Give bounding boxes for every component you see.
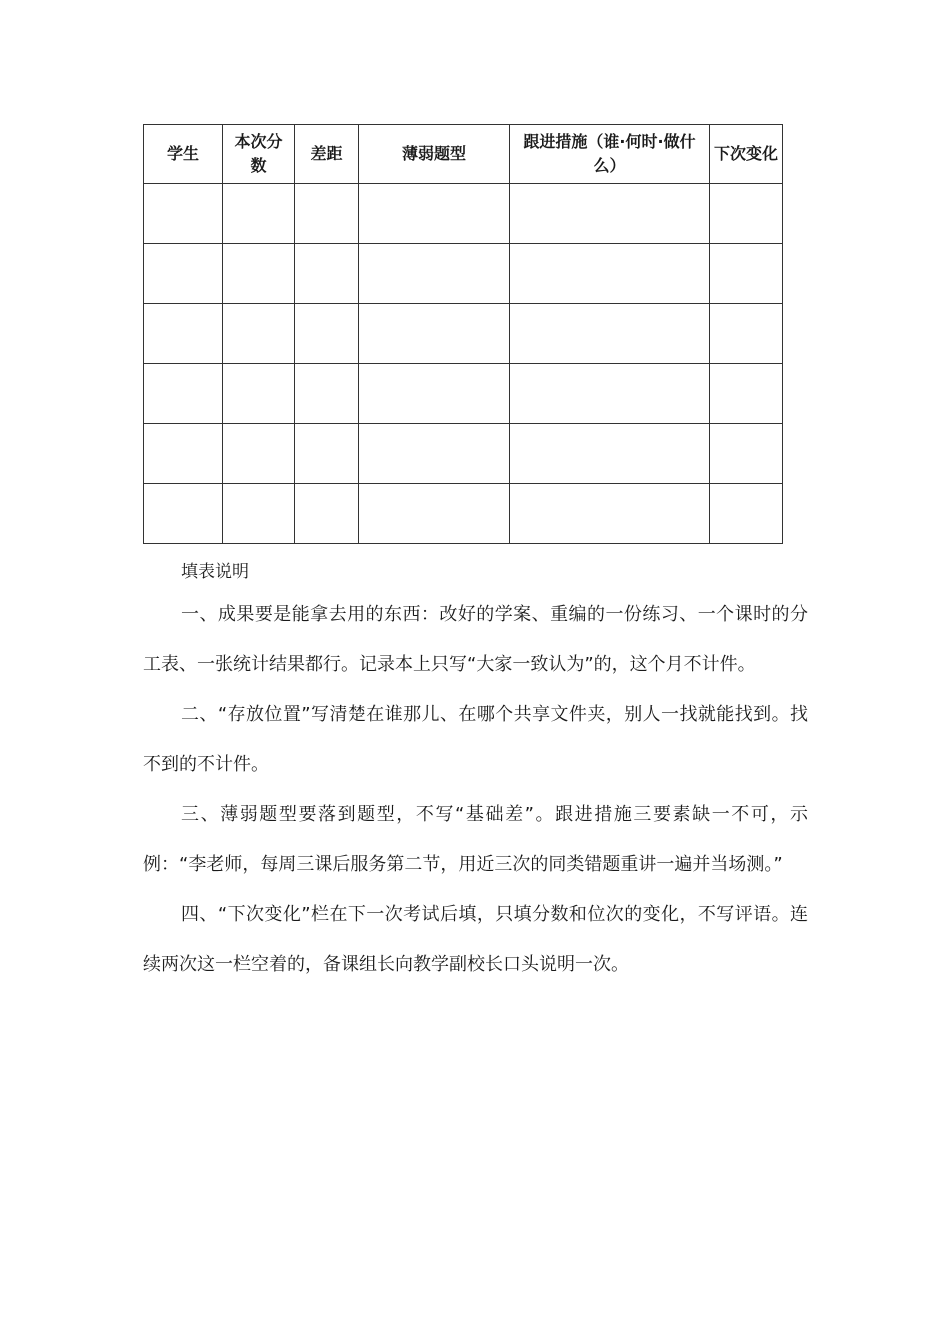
table-cell[interactable]	[144, 184, 223, 244]
table-cell[interactable]	[359, 184, 510, 244]
table-cell[interactable]	[710, 244, 783, 304]
table-cell[interactable]	[359, 304, 510, 364]
table-cell[interactable]	[223, 364, 295, 424]
table-row	[144, 304, 783, 364]
table-cell[interactable]	[510, 484, 710, 544]
table-cell[interactable]	[710, 364, 783, 424]
header-weak-question-type: 薄弱题型	[359, 125, 510, 184]
table-cell[interactable]	[510, 244, 710, 304]
table-cell[interactable]	[295, 304, 359, 364]
table-cell[interactable]	[710, 424, 783, 484]
instructions-title: 填表说明	[181, 562, 249, 582]
table-cell[interactable]	[710, 484, 783, 544]
instruction-item-2: 二、“存放位置”写清楚在谁那儿、在哪个共享文件夹，别人一找就能找到。找不到的不计件。	[143, 704, 808, 775]
header-gap: 差距	[295, 125, 359, 184]
instruction-item-4: 四、“下次变化”栏在下一次考试后填，只填分数和位次的变化，不写评语。连续两次这一栏空着的，备课组长向教学副校长口头说明一次。	[143, 904, 808, 975]
table-cell[interactable]	[223, 424, 295, 484]
table-cell[interactable]	[144, 364, 223, 424]
table-cell[interactable]	[359, 424, 510, 484]
instruction-item-1: 一、成果要是能拿去用的东西：改好的学案、重编的一份练习、一个课时的分工表、一张统计结果都行。记录本上只写“大家一致认为”的，这个月不计件。	[143, 604, 808, 675]
table-cell[interactable]	[510, 304, 710, 364]
table-row	[144, 484, 783, 544]
table-cell[interactable]	[710, 304, 783, 364]
header-score: 本次分数	[223, 125, 295, 184]
table-cell[interactable]	[144, 484, 223, 544]
table-cell[interactable]	[144, 244, 223, 304]
table-cell[interactable]	[144, 424, 223, 484]
table-header-row	[144, 125, 783, 184]
table-cell[interactable]	[144, 304, 223, 364]
table-cell[interactable]	[510, 184, 710, 244]
table-cell[interactable]	[295, 184, 359, 244]
table-cell[interactable]	[295, 424, 359, 484]
table-row	[144, 184, 783, 244]
table-cell[interactable]	[295, 484, 359, 544]
table-cell[interactable]	[223, 184, 295, 244]
table-cell[interactable]	[223, 304, 295, 364]
table-row	[144, 244, 783, 304]
table-cell[interactable]	[510, 424, 710, 484]
table-row	[144, 424, 783, 484]
header-follow-up-measures: 跟进措施（谁·何时·做什么）	[510, 125, 710, 184]
table-cell[interactable]	[359, 244, 510, 304]
instruction-item-3: 三、薄弱题型要落到题型，不写“基础差”。跟进措施三要素缺一不可，示例：“李老师，每周三课后服务第二节，用近三次的同类错题重讲一遍并当场测。”	[143, 804, 808, 875]
header-student: 学生	[144, 125, 223, 184]
filling-instructions	[143, 556, 808, 990]
table-cell[interactable]	[223, 484, 295, 544]
table-row	[144, 364, 783, 424]
table-cell[interactable]	[359, 484, 510, 544]
table-cell[interactable]	[223, 244, 295, 304]
table-cell[interactable]	[510, 364, 710, 424]
table-cell[interactable]	[295, 244, 359, 304]
table-cell[interactable]	[710, 184, 783, 244]
table-cell[interactable]	[359, 364, 510, 424]
student-tracking-table	[143, 124, 783, 544]
header-next-change: 下次变化	[710, 125, 783, 184]
table-cell[interactable]	[295, 364, 359, 424]
